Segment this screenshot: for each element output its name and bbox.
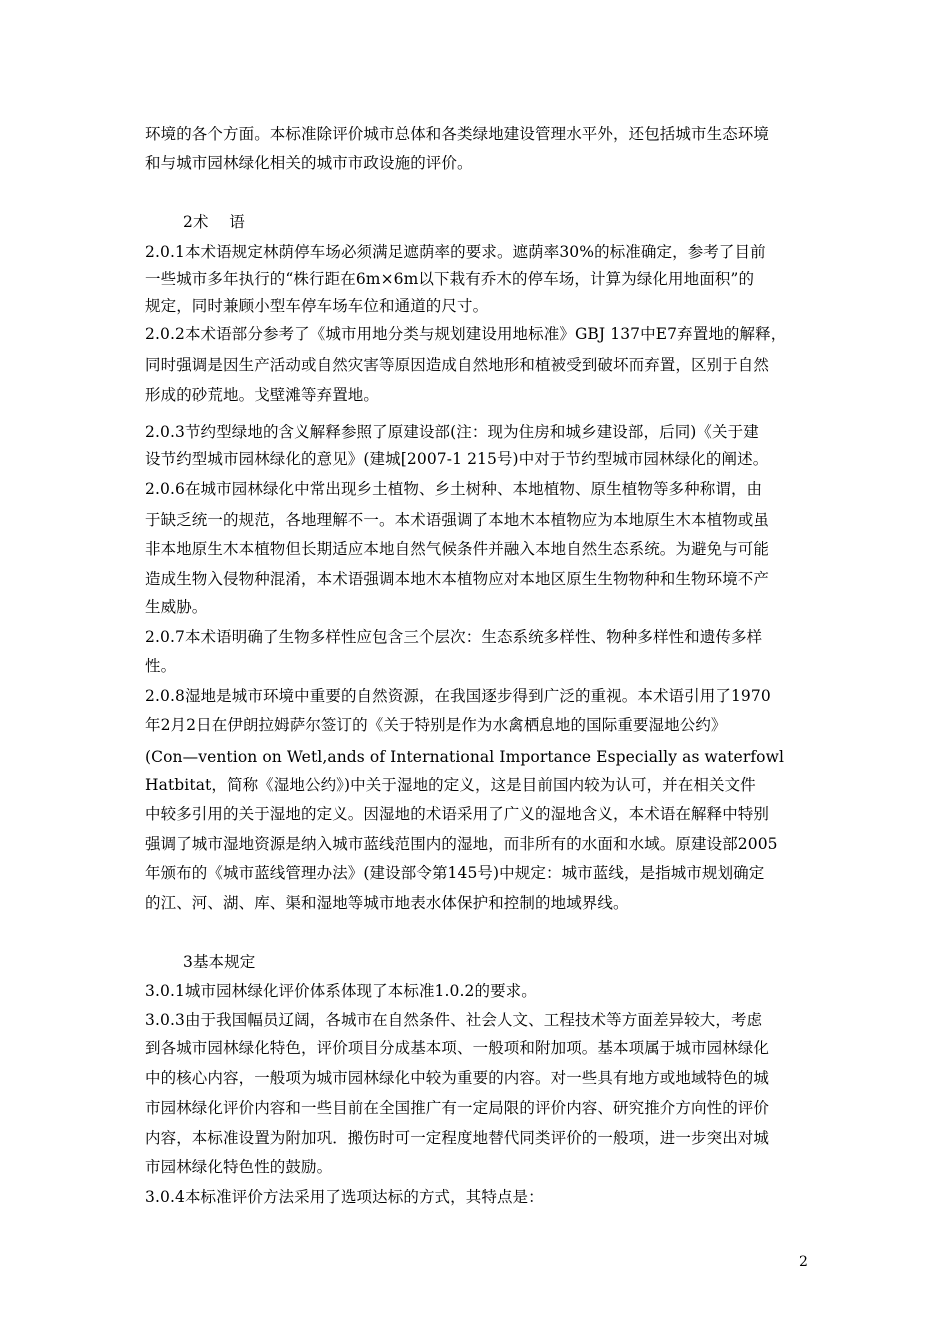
body-text-line: 环境的各个方面。本标准除评价城市总体和各类绿地建设管理水平外，还包括城市生态环境 bbox=[145, 125, 770, 143]
body-text-line: 性。 bbox=[145, 657, 177, 675]
body-text-line: 的江、河、湖、库、渠和湿地等城市地表水体保护和控制的地域界线。 bbox=[145, 894, 629, 912]
page-number: 2 bbox=[799, 1254, 808, 1270]
body-text-line: 生威胁。 bbox=[145, 598, 208, 616]
body-text-line: 3.0.4本标准评价方法采用了选项达标的方式，其特点是： bbox=[145, 1188, 544, 1206]
body-text-line: 中较多引用的关于湿地的定义。因湿地的术语采用了广义的湿地含义，本术语在解释中特别 bbox=[145, 805, 770, 823]
body-text-line: 市园林绿化评价内容和一些目前在全国推广有一定局限的评价内容、研究推介方向性的评价 bbox=[145, 1099, 770, 1117]
body-text-line: Hatbitat，简称《湿地公约》)中关于湿地的定义，这是目前国内较为认可，并在相关文件 bbox=[145, 776, 756, 794]
body-text-line: 内容，本标准设置为附加巩．搬伤时可一定程度地替代同类评价的一般项，进一步突出对城 bbox=[145, 1129, 770, 1147]
body-text-line: 造成生物入侵物种混淆，本术语强调本地木本植物应对本地区原生生物物种和生物环境不产 bbox=[145, 570, 770, 588]
body-text-line: 2.0.6在城市园林绿化中常出现乡土植物、乡土树种、本地植物、原生植物等多种称谓，由 bbox=[145, 480, 763, 498]
body-text-line: 2.0.3节约型绿地的含义解释参照了原建设部(注：现为住房和城乡建设部，后同)《关于建 bbox=[145, 423, 759, 441]
body-text-line: 同时强调是因生产活动或自然灾害等原因造成自然地形和植被受到破坏而弃置，区别于自然 bbox=[145, 356, 770, 374]
body-text-line: 年颁布的《城市蓝线管理办法》(建设部令第145号)中规定：城市蓝线，是指城市规划确定 bbox=[145, 864, 765, 882]
body-text-line: 中的核心内容，一般项为城市园林绿化中较为重要的内容。对一些具有地方或地域特色的城 bbox=[145, 1069, 770, 1087]
section-heading-basic-provisions: 3基本规定 bbox=[183, 953, 256, 971]
body-text-line: 非本地原生木本植物但长期适应本地自然气候条件并融入本地自然生态系统。为避免与可能 bbox=[145, 540, 770, 558]
body-text-line: 2.0.7本术语明确了生物多样性应包含三个层次：生态系统多样性、物种多样性和遗传多样 bbox=[145, 628, 763, 646]
section-heading-terms: 2术 语 bbox=[183, 213, 245, 231]
body-text-line: 于缺乏统一的规范，各地理解不一。本术语强调了本地木本植物应为本地原生木本植物或虽 bbox=[145, 511, 770, 529]
body-text-line: 市园林绿化特色性的鼓励。 bbox=[145, 1158, 333, 1176]
body-text-line: 年2月2日在伊朗拉姆萨尔签订的《关于特别是作为水禽栖息地的国际重要湿地公约》 bbox=[145, 716, 727, 734]
body-text-line: 3.0.3由于我国幅员辽阔，各城市在自然条件、社会人文、工程技术等方面差异较大，考虑 bbox=[145, 1011, 763, 1029]
body-text-line: 规定，同时兼顾小型车停车场车位和通道的尺寸。 bbox=[145, 297, 489, 315]
body-text-line: 3.0.1城市园林绿化评价体系体现了本标准1.0.2的要求。 bbox=[145, 982, 537, 1000]
body-text-line: 强调了城市湿地资源是纳入城市蓝线范围内的湿地，而非所有的水面和水域。原建设部2005 bbox=[145, 835, 778, 853]
body-text-line: 2.0.1本术语规定林荫停车场必须满足遮荫率的要求。遮荫率30%的标准确定，参考了目前 bbox=[145, 243, 766, 261]
body-text-line: 2.0.2本术语部分参考了《城市用地分类与规划建设用地标准》GBJ 137中E7弃置地的解释， bbox=[145, 325, 787, 343]
body-text-line: (Con—vention on Wetl,ands of International Importance Especially as waterfowl bbox=[145, 748, 785, 766]
body-text-line: 和与城市园林绿化相关的城市市政设施的评价。 bbox=[145, 154, 473, 172]
body-text-line: 到各城市园林绿化特色，评价项目分成基本项、一般项和附加项。基本项属于城市园林绿化 bbox=[145, 1039, 770, 1057]
body-text-line: 形成的砂荒地。戈壁滩等弃置地。 bbox=[145, 386, 380, 404]
body-text-line: 设节约型城市园林绿化的意见》(建城[2007-1 215号)中对于节约型城市园林绿化的阐述。 bbox=[145, 450, 769, 468]
body-text-line: 2.0.8湿地是城市环境中重要的自然资源，在我国逐步得到广泛的重视。本术语引用了1970 bbox=[145, 687, 771, 705]
body-text-line: 一些城市多年执行的“株行距在6m×6m以下栽有乔木的停车场，计算为绿化用地面积”的 bbox=[145, 270, 755, 288]
